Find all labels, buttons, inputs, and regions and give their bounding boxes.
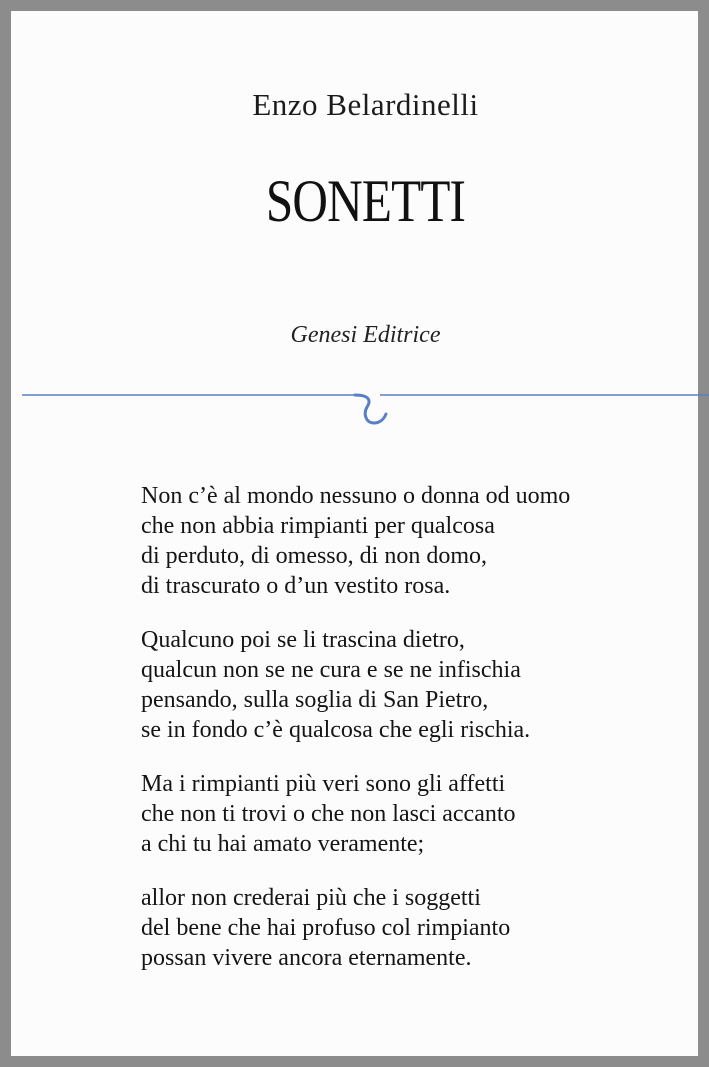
stanza-3 [141,769,681,859]
verse-line: se in fondo c’è qualcosa che egli rischia. [141,717,531,743]
stanza-4 [141,883,681,973]
ornament-curl [355,395,386,423]
verse-line: Qualcuno poi se li trascina dietro, [141,627,465,653]
verse-line: che non ti trovi o che non lasci accanto [141,801,516,827]
verse-line: a chi tu hai amato veramente; [141,831,425,857]
publisher-name: Genesi Editrice [290,322,441,348]
verse-line: qualcun non se ne cura e se ne infischia [141,657,521,683]
book-title: SONETTI [265,168,466,234]
verse-line: Non c’è al mondo nessuno o donna od uomo [141,483,571,509]
verse-line: Ma i rimpianti più veri sono gli affetti [141,771,506,797]
verse-line: allor non crederai più che i soggetti [141,885,481,911]
author-name: Enzo Belardinelli [252,87,479,122]
verse-line: pensando, sulla soglia di San Pietro, [141,687,489,713]
sonnet [141,481,681,997]
stanza-1 [141,481,681,601]
verse-line: di trascurato o d’un vestito rosa. [141,573,451,599]
verse-line: del bene che hai profuso col rimpianto [141,915,511,941]
verse-line: di perduto, di omesso, di non domo, [141,543,487,569]
verse-line: possan vivere ancora eternamente. [141,945,472,971]
stanza-2 [141,625,681,745]
scroll-flourish-icon [22,379,709,439]
verse-line: che non abbia rimpianti per qualcosa [141,513,495,539]
